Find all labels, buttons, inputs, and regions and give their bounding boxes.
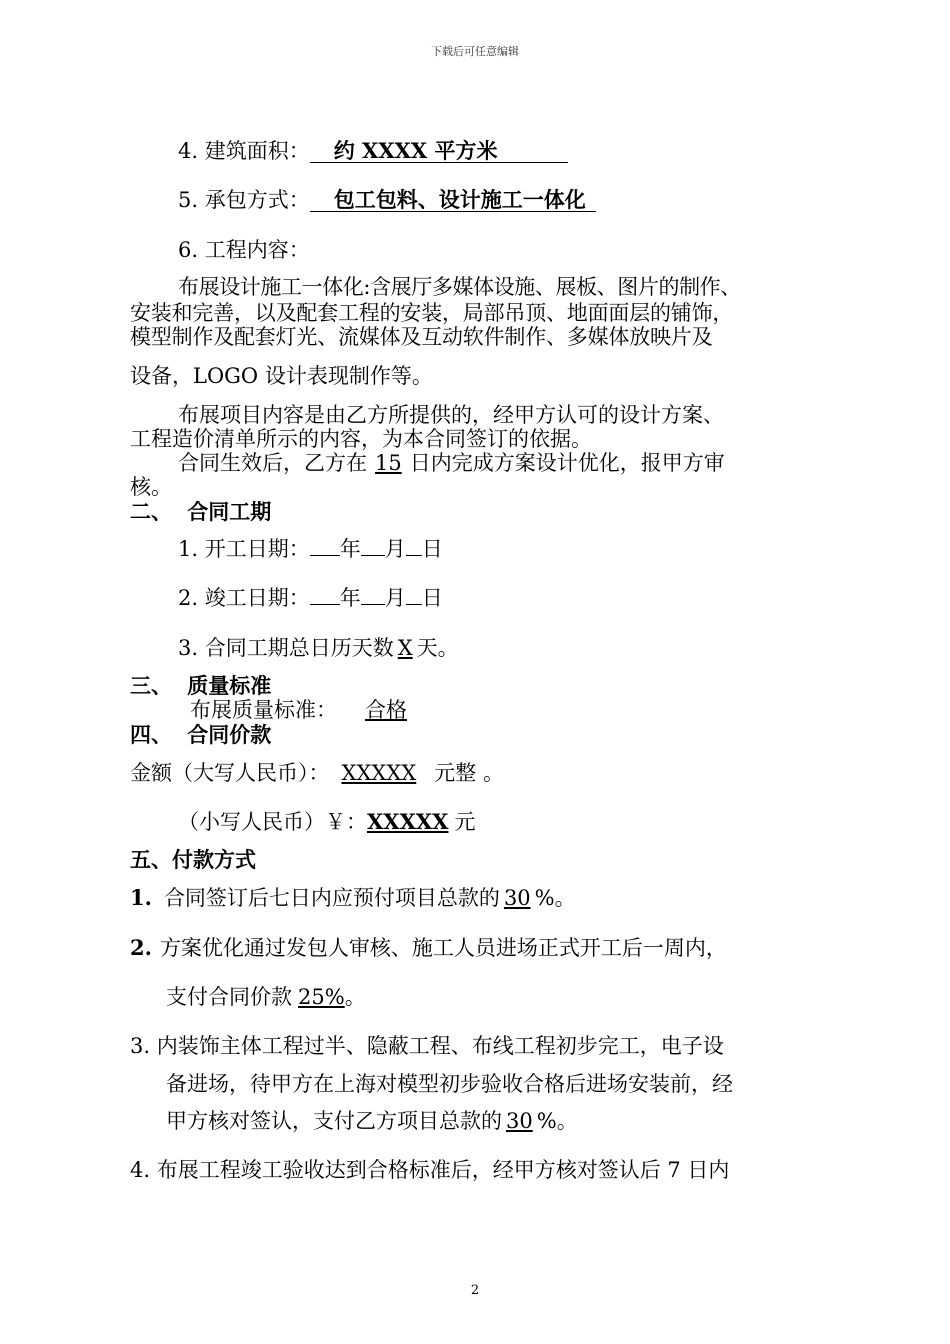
page-number: 2 [470, 1283, 480, 1298]
content-paragraph-line: 安装和完善，以及配套工程的安装，局部吊顶、地面面层的铺饰， [130, 301, 734, 325]
quality-value: 合格 [365, 698, 407, 722]
payment-item-3-line3: 甲方核对签认，支付乙方项目总款的 30 %。 [166, 1109, 578, 1133]
area-value: 约 XXXX 平方米 [310, 140, 568, 163]
design-deadline-line: 合同生效后，乙方在 15 日内完成方案设计优化，报甲方审 [178, 451, 725, 475]
scope-paragraph-line: 布展项目内容是由乙方所提供的，经甲方认可的设计方案、 [178, 403, 724, 427]
content-paragraph-line: 模型制作及配套灯光、流媒体及互动软件制作、多媒体放映片及 [130, 325, 713, 349]
total-days-line: 3. 合同工期总日历天数 X 天。 [178, 636, 459, 660]
price-lower-line: （小写人民币）￥：XXXXX 元 [178, 809, 476, 834]
payment-item-3-value: 30 [506, 1109, 533, 1133]
payment-item-1-value: 30 [503, 886, 531, 910]
price-lower-value: XXXXX [367, 809, 449, 834]
contract-mode-label: 5. 承包方式： [178, 188, 310, 212]
contract-mode-line [178, 187, 596, 213]
design-deadline-line2: 核。 [130, 475, 172, 499]
payment-item-4: 4. 布展工程竣工验收达到合格标准后，经甲方核对签认后 7 日内 [130, 1158, 730, 1182]
area-line [178, 138, 568, 164]
price-upper-line: 金额（大写人民币）： XXXXX 元整 。 [130, 761, 504, 785]
payment-item-3-line2: 备进场，待甲方在上海对模型初步验收合格后进场安装前，经 [166, 1072, 733, 1096]
content-paragraph-line: 布展设计施工一体化:含展厅多媒体设施、展板、图片的制作、 [178, 275, 741, 299]
section-heading-payment: 五、付款方式 [130, 847, 256, 872]
design-days-value: 15 [375, 451, 402, 475]
content-paragraph-line: 设备，LOGO 设计表现制作等。 [130, 364, 433, 388]
end-date-line: 2. 竣工日期： 年 月 日 [178, 586, 443, 610]
payment-item-2-value: 25% [298, 985, 345, 1009]
price-upper-value: XXXXX [341, 761, 417, 785]
quality-line: 布展质量标准： 合格 [190, 697, 417, 723]
payment-item-2: 2. 方案优化通过发包人审核、施工人员进场正式开工后一周内， [130, 935, 727, 960]
payment-item-2-line2: 支付合同价款 25%。 [166, 985, 366, 1009]
payment-item-3: 3. 内装饰主体工程过半、隐蔽工程、布线工程初步完工，电子设 [130, 1034, 724, 1058]
section-heading-price: 四、 合同价款 [130, 722, 272, 747]
section-heading-quality: 三、 质量标准 [130, 673, 272, 698]
content-label: 6. 工程内容： [178, 238, 310, 262]
start-date-line: 1. 开工日期： 年 月 日 [178, 537, 443, 561]
contract-mode-value: 包工包料、设计施工一体化 [310, 189, 596, 212]
total-days-value: X [397, 636, 413, 660]
section-heading-period: 二、 合同工期 [130, 499, 272, 524]
payment-item-1: 1. 合同签订后七日内应预付项目总款的 30 %。 [130, 885, 576, 910]
area-label: 4. 建筑面积： [178, 139, 310, 163]
scope-paragraph-line: 工程造价清单所示的内容，为本合同签订的依据。 [130, 427, 592, 451]
page-header: 下载后可任意编辑 [431, 45, 519, 58]
